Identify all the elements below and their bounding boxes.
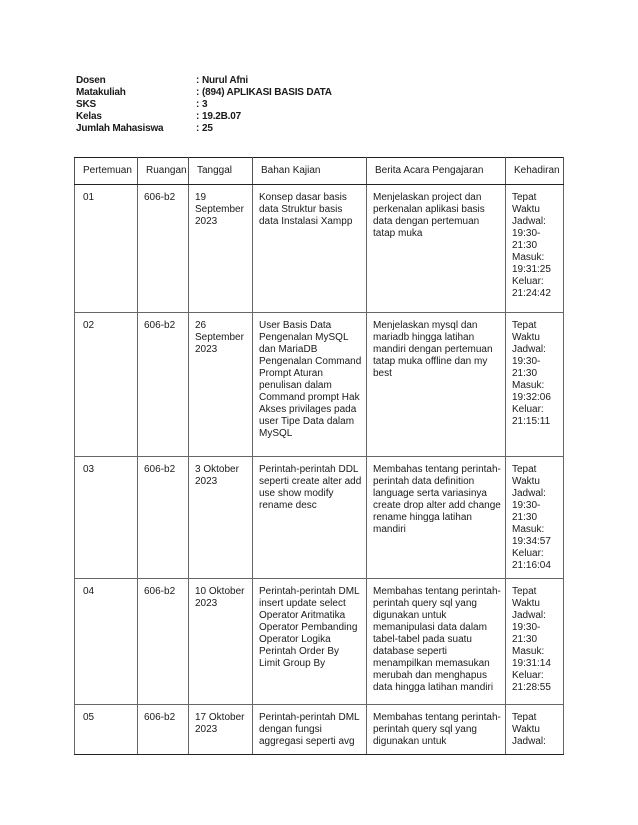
- kehadiran-line: Masuk:: [512, 524, 545, 535]
- cell-berita-acara: Menjelaskan project dan perkenalan aplikasi basis data dengan pertemuan tatap muka: [367, 185, 506, 313]
- cell-pertemuan: 01: [75, 185, 138, 313]
- kehadiran-line: 19:30-: [512, 500, 541, 511]
- kehadiran-line: Waktu: [512, 598, 540, 609]
- cell-tanggal: 19 September 2023: [189, 185, 253, 313]
- table-row: [75, 579, 564, 705]
- info-label: Kelas: [76, 111, 102, 122]
- cell-kehadiran: [506, 705, 564, 755]
- kehadiran-line: 21:30: [512, 368, 538, 379]
- kehadiran-line: Jadwal:: [512, 488, 546, 499]
- kehadiran-line: Jadwal:: [512, 736, 546, 747]
- header-berita-acara: Berita Acara Pengajaran: [367, 158, 506, 185]
- kehadiran-line: Keluar:: [512, 670, 544, 681]
- table-row: [75, 457, 564, 579]
- info-value: 3: [202, 99, 208, 110]
- cell-berita-acara: Menjelaskan mysql dan mariadb hingga latihan mandiri dengan pertemuan tatap muka offline dan my best: [367, 313, 506, 457]
- kehadiran-line: Waktu: [512, 332, 540, 343]
- cell-berita-acara: Membahas tentang perintah-perintah data definition language serta variasinya create drop alter add change rename hingga latihan mandiri: [367, 457, 506, 579]
- cell-bahan-kajian: User Basis Data Pengenalan MySQL dan MariaDB Pengenalan Command Prompt Aturan penulisan dalam Command prompt Hak Akses privilages pada user Tipe Data dalam MySQL: [253, 313, 367, 457]
- cell-pertemuan: 04: [75, 579, 138, 705]
- kehadiran-line: Masuk:: [512, 252, 545, 263]
- kehadiran-line: 21:16:04: [512, 560, 551, 571]
- info-row-jumlah-mahasiswa: Jumlah Mahasiswa : 25: [76, 123, 213, 134]
- cell-pertemuan: 05: [75, 705, 138, 755]
- kehadiran-line: Keluar:: [512, 404, 544, 415]
- kehadiran-line: 19:30-: [512, 356, 541, 367]
- kehadiran-line: 19:34:57: [512, 536, 551, 547]
- cell-berita-acara: Membahas tentang perintah-perintah query sql yang digunakan untuk memanipulasi data dalam tabel-tabel pada suatu database seperti menampilkan memasukan merubah dan menghapus data hingga latihan mandiri: [367, 579, 506, 705]
- kehadiran-line: Keluar:: [512, 548, 544, 559]
- kehadiran-line: 21:15:11: [512, 416, 551, 427]
- cell-kehadiran: [506, 579, 564, 705]
- cell-pertemuan: 03: [75, 457, 138, 579]
- table-row: [75, 185, 564, 313]
- kehadiran-line: 21:30: [512, 240, 538, 251]
- kehadiran-line: 19:32:06: [512, 392, 551, 403]
- cell-bahan-kajian: Perintah-perintah DDL seperti create alter add use show modify rename desc: [253, 457, 367, 579]
- kehadiran-line: Waktu: [512, 724, 540, 735]
- info-row-matakuliah: Matakuliah : (894) APLIKASI BASIS DATA: [76, 87, 332, 98]
- kehadiran-line: 21:30: [512, 634, 538, 645]
- header-tanggal: Tanggal: [189, 158, 253, 185]
- header-kehadiran: Kehadiran: [506, 158, 564, 185]
- header-ruangan: Ruangan: [138, 158, 189, 185]
- table-header-row: [75, 158, 564, 185]
- kehadiran-line: Tepat: [512, 192, 537, 203]
- kehadiran-line: 19:30-: [512, 228, 541, 239]
- header-pertemuan: Pertemuan: [75, 158, 138, 185]
- kehadiran-line: 19:31:25: [512, 264, 551, 275]
- cell-kehadiran: [506, 313, 564, 457]
- info-row-sks: SKS : 3: [76, 99, 208, 110]
- kehadiran-line: Tepat: [512, 320, 537, 331]
- info-label: Dosen: [76, 75, 106, 86]
- cell-tanggal: 10 Oktober 2023: [189, 579, 253, 705]
- info-label: Matakuliah: [76, 87, 126, 98]
- header-bahan-kajian: Bahan Kajian: [253, 158, 367, 185]
- table-row: [75, 313, 564, 457]
- kehadiran-line: Masuk:: [512, 646, 545, 657]
- cell-pertemuan: 02: [75, 313, 138, 457]
- cell-kehadiran: [506, 457, 564, 579]
- info-value: 25: [202, 123, 213, 134]
- info-label: Jumlah Mahasiswa: [76, 123, 164, 134]
- cell-bahan-kajian: Konsep dasar basis data Struktur basis data Instalasi Xampp: [253, 185, 367, 313]
- schedule-table: [74, 157, 564, 755]
- cell-ruangan: 606-b2: [138, 579, 189, 705]
- kehadiran-line: 21:30: [512, 512, 538, 523]
- cell-tanggal: 26 September 2023: [189, 313, 253, 457]
- kehadiran-line: Waktu: [512, 476, 540, 487]
- cell-ruangan: 606-b2: [138, 313, 189, 457]
- info-label: SKS: [76, 99, 96, 110]
- course-info: [76, 75, 332, 135]
- kehadiran-line: Jadwal:: [512, 610, 546, 621]
- info-value: Nurul Afni: [202, 75, 248, 86]
- table-row: [75, 705, 564, 755]
- cell-kehadiran: [506, 185, 564, 313]
- kehadiran-line: 21:28:55: [512, 682, 551, 693]
- kehadiran-line: Jadwal:: [512, 344, 546, 355]
- kehadiran-line: 19:31:14: [512, 658, 551, 669]
- info-value: (894) APLIKASI BASIS DATA: [202, 87, 332, 98]
- kehadiran-line: 19:30-: [512, 622, 541, 633]
- cell-ruangan: 606-b2: [138, 705, 189, 755]
- kehadiran-line: Tepat: [512, 586, 537, 597]
- info-value: 19.2B.07: [202, 111, 241, 122]
- cell-bahan-kajian: Perintah-perintah DML dengan fungsi aggregasi seperti avg: [253, 705, 367, 755]
- cell-ruangan: 606-b2: [138, 457, 189, 579]
- cell-tanggal: 3 Oktober 2023: [189, 457, 253, 579]
- cell-tanggal: 17 Oktober 2023: [189, 705, 253, 755]
- kehadiran-line: Masuk:: [512, 380, 545, 391]
- kehadiran-line: Jadwal:: [512, 216, 546, 227]
- kehadiran-line: Waktu: [512, 204, 540, 215]
- kehadiran-line: Tepat: [512, 464, 537, 475]
- kehadiran-line: Keluar:: [512, 276, 544, 287]
- kehadiran-line: 21:24:42: [512, 288, 551, 299]
- table-body: [75, 185, 564, 755]
- info-row-kelas: Kelas : 19.2B.07: [76, 111, 241, 122]
- cell-ruangan: 606-b2: [138, 185, 189, 313]
- cell-berita-acara: Membahas tentang perintah-perintah query sql yang digunakan untuk: [367, 705, 506, 755]
- kehadiran-line: Tepat: [512, 712, 537, 723]
- info-row-dosen: Dosen : Nurul Afni: [76, 75, 248, 86]
- cell-bahan-kajian: Perintah-perintah DML insert update select Operator Aritmatika Operator Pembanding Operator Logika Perintah Order By Limit Group By: [253, 579, 367, 705]
